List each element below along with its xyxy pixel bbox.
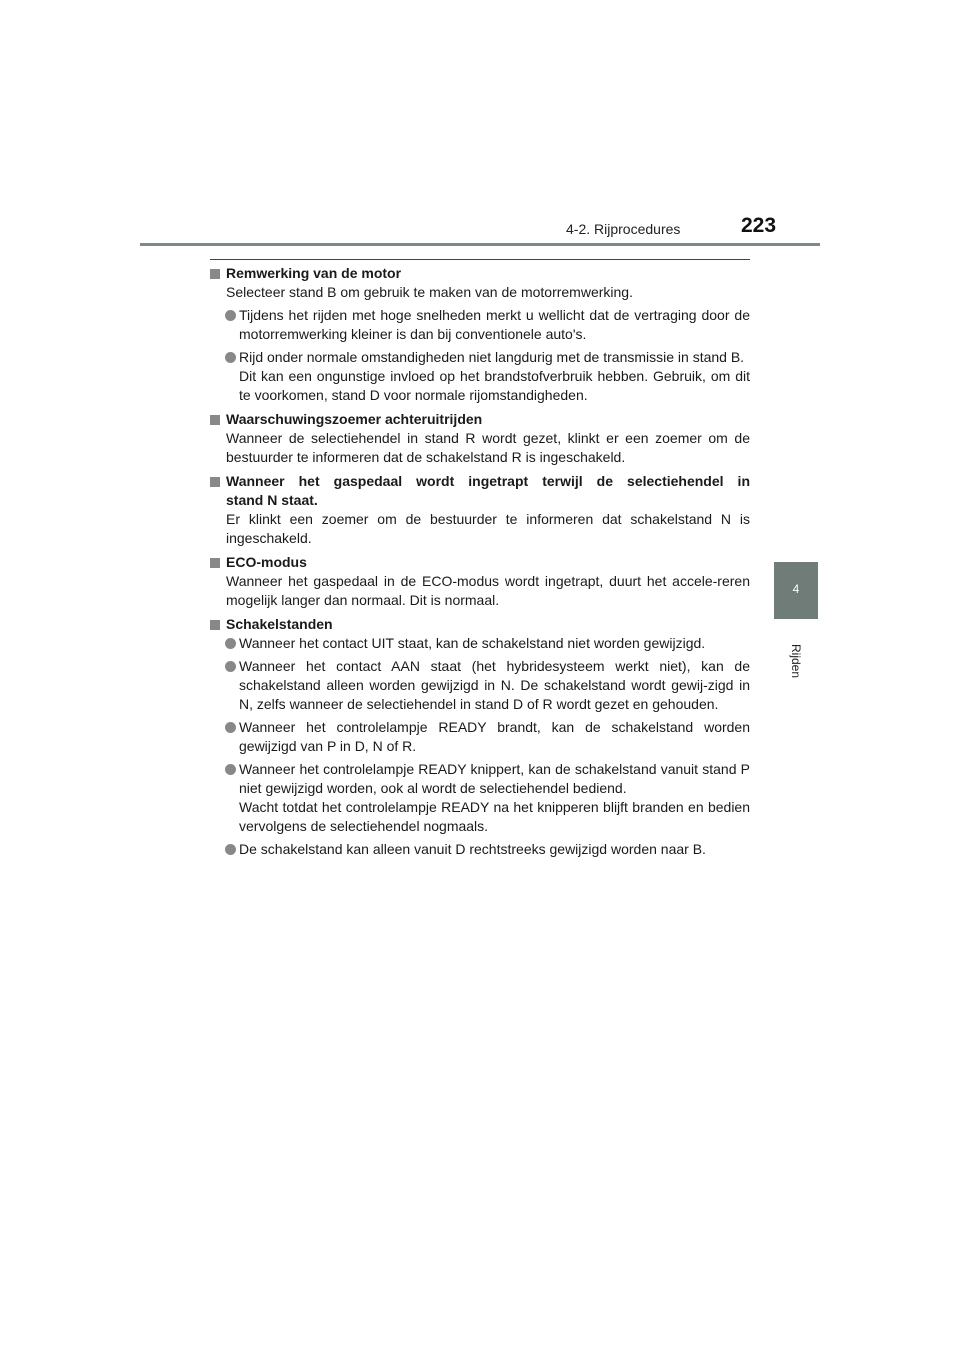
page-content bbox=[210, 264, 750, 864]
chapter-tab: 4 bbox=[774, 562, 818, 619]
header-section-title: 4-2. Rijprocedures bbox=[566, 221, 681, 237]
section-text: Er klinkt een zoemer om de bestuurder te informeren dat schakelstand N is ingeschakeld. bbox=[226, 511, 750, 546]
round-bullet-icon bbox=[225, 722, 236, 733]
round-bullet-icon bbox=[225, 661, 236, 672]
list-item: Wanneer het contact AAN staat (het hybridesysteem werkt niet), kan de schakelstand alleen worden gewijzigd in N. De schakelstand wordt gewij-zigd in N, zelfs wanneer de selectiehendel in stand D of R wordt gezet en gehouden. bbox=[210, 657, 750, 714]
page-number: 223 bbox=[741, 214, 777, 237]
square-bullet-icon bbox=[210, 558, 220, 568]
section-heading: Schakelstanden bbox=[210, 615, 750, 634]
chapter-label bbox=[766, 636, 826, 686]
list-item: Wanneer het controlelampje READY brandt, kan de schakelstand worden gewijzigd van P in D, N of R. bbox=[210, 718, 750, 756]
section-heading: Remwerking van de motor bbox=[210, 264, 750, 283]
section-heading: Wanneer het gaspedaal wordt ingetrapt terwijl de selectiehendel in stand N staat. bbox=[210, 472, 750, 510]
list-item: Wanneer het contact UIT staat, kan de schakelstand niet worden gewijzigd. bbox=[210, 634, 750, 653]
header-divider bbox=[140, 243, 820, 246]
section-heading: ECO-modus bbox=[210, 553, 750, 572]
round-bullet-icon bbox=[225, 352, 236, 363]
list-item: Tijdens het rijden met hoge snelheden merkt u wellicht dat de vertraging door de motorremwerking kleiner is dan bij conventionele auto's. bbox=[210, 306, 750, 344]
square-bullet-icon bbox=[210, 477, 220, 487]
round-bullet-icon bbox=[225, 310, 236, 321]
list-item: De schakelstand kan alleen vanuit D rechtstreeks gewijzigd worden naar B. bbox=[210, 840, 750, 859]
square-bullet-icon bbox=[210, 269, 220, 279]
section-heading: Waarschuwingszoemer achteruitrijden bbox=[210, 410, 750, 429]
section-engine-braking bbox=[210, 264, 750, 405]
section-eco-mode bbox=[210, 553, 750, 610]
section-reverse-buzzer bbox=[210, 410, 750, 467]
section-text: Selecteer stand B om gebruik te maken van de motorremwerking. bbox=[226, 284, 633, 300]
list-item: Rijd onder normale omstandigheden niet langdurig met de transmissie in stand B. Dit kan een ongunstige invloed op het brandstofverbruik hebben. Gebruik, om dit te voorkomen, stand D voor normale rijomstandigheden. bbox=[210, 348, 750, 405]
content-divider bbox=[210, 259, 750, 260]
round-bullet-icon bbox=[225, 844, 236, 855]
section-text: Wanneer het gaspedaal in de ECO-modus wordt ingetrapt, duurt het accele-reren mogelijk langer dan normaal. Dit is normaal. bbox=[226, 573, 750, 608]
round-bullet-icon bbox=[225, 638, 236, 649]
section-text: Wanneer de selectiehendel in stand R wordt gezet, klinkt er een zoemer om de bestuurder te informeren dat de schakelstand R is ingeschakeld. bbox=[226, 430, 750, 465]
list-item: Wanneer het controlelampje READY knippert, kan de schakelstand vanuit stand P niet gewijzigd worden, ook al wordt de selectiehendel bediend. Wacht totdat het controlelampje READY na het knipperen blijft branden en bedien vervolgens de selectiehendel nogmaals. bbox=[210, 760, 750, 836]
square-bullet-icon bbox=[210, 620, 220, 630]
square-bullet-icon bbox=[210, 415, 220, 425]
round-bullet-icon bbox=[225, 764, 236, 775]
section-shift-positions bbox=[210, 615, 750, 859]
section-neutral-accelerator bbox=[210, 472, 750, 548]
chapter-label-text: Rijden bbox=[789, 643, 803, 679]
